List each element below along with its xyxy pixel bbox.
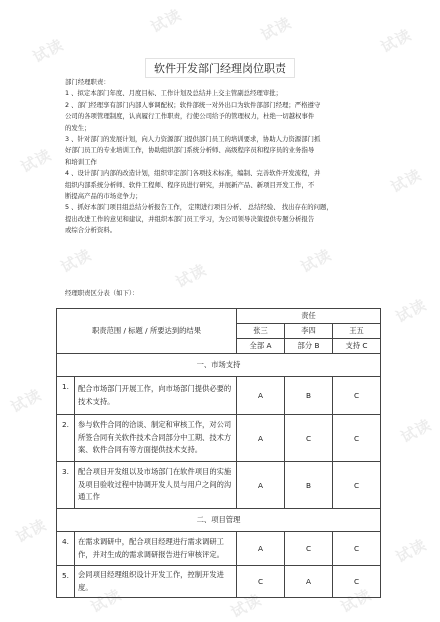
intro-line: 和培训工作	[65, 157, 97, 166]
watermark: 试读	[29, 35, 67, 67]
intro-line: 组织内部系统分析师、软件工程师、程序员进行研究，并展新产品、新项目开发工作，不	[65, 180, 315, 189]
intro-line: 公司的各项管理制度，认真履行工作职责，行使公司给予的管理权力，杜绝一切越权事件	[65, 112, 315, 121]
watermark: 试读	[172, 260, 210, 292]
role-label: 部分 B	[285, 339, 333, 354]
watermark: 试读	[392, 535, 430, 567]
watermark: 试读	[17, 145, 55, 177]
table-row	[57, 377, 381, 415]
resp-li: C	[285, 415, 333, 462]
resp-wang: C	[333, 462, 381, 509]
person-name: 王五	[333, 324, 381, 339]
intro-line: 2 、部门经理享有部门内部人事调配权；软件部统一对外出口为软件部部门经理；严格遵守	[65, 100, 321, 109]
intro-heading: 部门经理职责：	[65, 78, 110, 86]
resp-li: A	[285, 566, 333, 598]
row-number: 1.	[57, 377, 75, 415]
watermark: 试读	[147, 5, 185, 37]
watermark: 试读	[7, 385, 45, 417]
resp-zhang: A	[237, 377, 285, 415]
resp-wang: C	[333, 415, 381, 462]
resp-li: B	[285, 462, 333, 509]
resp-wang: C	[333, 566, 381, 598]
intro-line: 1 、拟定本部门年度、月度目标、工作计划及总结并上交主管副总经理审批；	[65, 89, 282, 98]
intro-line: 断提高产品的市场竞争力；	[65, 192, 142, 201]
row-number: 2.	[57, 415, 75, 462]
title-area	[0, 57, 440, 78]
intro-line: 4 、设计部门内部的改造计划，组织审定部门各项技术标准，编制、完善软件开发流程，并	[65, 169, 321, 178]
header-responsibility: 责任	[237, 309, 381, 324]
table-row	[57, 532, 381, 566]
intro-line: 或综合分析资料。	[65, 226, 117, 235]
resp-zhang: A	[237, 415, 285, 462]
section-title: 二、项目管理	[57, 509, 381, 532]
resp-li: C	[285, 532, 333, 566]
intro-line: 的发生；	[65, 123, 91, 132]
intro-line: 5 、抓好本部门项目组总结分析报告工作， 定期进行项目分析、 总结经验、 找出存在的问题，	[65, 203, 333, 212]
person-name: 张三	[237, 324, 285, 339]
person-name: 李四	[285, 324, 333, 339]
role-label: 全部 A	[237, 339, 285, 354]
intro-line: 3 、针对部门的发展计划，向人力资源部门提供部门员工的培训要求，协助人力资源部门抓	[65, 135, 321, 144]
responsibility-table	[56, 308, 381, 598]
row-description: 会同项目经理组织设计开发工作，控制开发进度。	[75, 566, 237, 598]
row-description: 配合市场部门开展工作，向市场部门提供必要的技术支持。	[75, 377, 237, 415]
header-scope: 职责范围 / 标题 / 所要达到的结果	[57, 309, 237, 354]
watermark: 试读	[337, 585, 375, 617]
row-description: 参与软件合同的洽谈、制定和审核工作，对公司所签合同有关软件技术合同部分中工期、技术方案、软件合同有等方面提供技术支持。	[75, 415, 237, 462]
intro-section	[65, 77, 380, 237]
watermark: 试读	[397, 415, 435, 447]
role-label: 支持 C	[333, 339, 381, 354]
table-header-row	[57, 309, 381, 324]
watermark: 试读	[392, 295, 430, 327]
watermark: 试读	[297, 245, 335, 277]
resp-li: B	[285, 377, 333, 415]
watermark: 试读	[257, 13, 295, 45]
resp-zhang: A	[237, 462, 285, 509]
watermark: 试读	[87, 585, 125, 617]
section-title: 一、市场支持	[57, 354, 381, 377]
page-title: 软件开发部门经理岗位职责	[145, 58, 295, 78]
row-number: 4.	[57, 532, 75, 566]
row-description: 在需求调研中，配合项目经理进行需求调研工作，并对生成的需求调研报告进行审核评定。	[75, 532, 237, 566]
resp-wang: C	[333, 377, 381, 415]
intro-line: 提出改进工作的意见和建议，并组织本部门员工学习，为公司领导决策提供专题分析报告	[65, 214, 315, 223]
resp-zhang: A	[237, 532, 285, 566]
table-row	[57, 462, 381, 509]
row-number: 3.	[57, 462, 75, 509]
section-row	[57, 354, 381, 377]
watermark: 试读	[377, 25, 415, 57]
row-number: 5.	[57, 566, 75, 598]
table-row	[57, 566, 381, 598]
watermark: 试读	[387, 165, 425, 197]
resp-wang: C	[333, 532, 381, 566]
section-row	[57, 509, 381, 532]
resp-zhang: C	[237, 566, 285, 598]
table-row	[57, 415, 381, 462]
table-caption: 经理职责区分表（如下）：	[65, 289, 139, 297]
watermark: 试读	[12, 515, 50, 547]
watermark: 试读	[227, 590, 265, 622]
intro-line: 好部门员工的专业培训工作，协助组织部门系统分析师、高级程序员和程序员的业务指导	[65, 146, 315, 155]
row-description: 配合项目开发组以及市场部门在软件项目的实施及项目验收过程中协调开发人员与用户之间的沟通工作	[75, 462, 237, 509]
watermark: 试读	[57, 245, 95, 277]
